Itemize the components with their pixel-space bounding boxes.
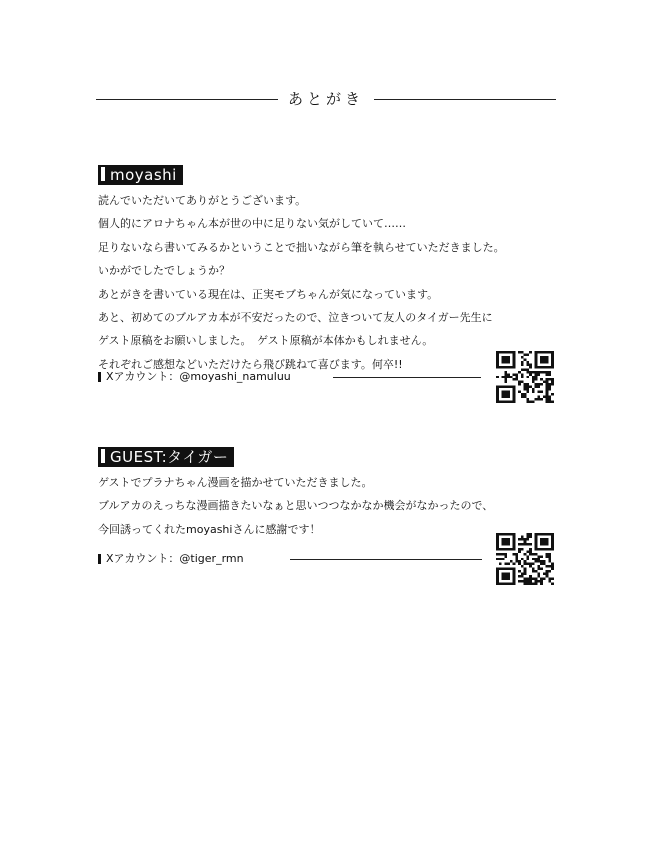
message-line: 個人的にアロナちゃん本が世の中に足りない気がしていて……: [98, 217, 406, 231]
header-rule-right: [374, 99, 556, 100]
message-text: [98, 471, 558, 541]
account-row: [98, 369, 488, 385]
account-handle: Xアカウント：@tiger_rmn: [106, 552, 244, 565]
account-handle: Xアカウント：@moyashi_namuluu: [106, 370, 291, 383]
message-line: 足りないなら書いてみるかということで拙いながら筆を執らせていただきました。: [98, 240, 505, 254]
author-label: [98, 447, 234, 467]
account-rule: [333, 377, 481, 378]
account-bullet-icon: [98, 554, 101, 564]
page-title: あとがき: [287, 90, 364, 108]
account-row: [98, 551, 488, 567]
author-label: [98, 165, 183, 185]
message-line: ブルアカのえっちな漫画描きたいなぁと思いつつなかなか機会がなかったので、: [98, 499, 494, 513]
author-section-moyashi: [98, 165, 558, 405]
account-rule: [290, 559, 482, 560]
author-name: moyashi: [110, 166, 177, 184]
label-bar-icon: [101, 167, 105, 181]
author-section-guest: [98, 447, 558, 587]
label-bar-icon: [101, 449, 105, 463]
message-line: あとがきを書いている現在は、正実モブちゃんが気になっています。: [98, 287, 439, 301]
author-name: GUEST:タイガー: [110, 448, 229, 466]
qr-code-icon: [496, 351, 554, 403]
account-bullet-icon: [98, 372, 101, 382]
qr-code-icon: [496, 533, 554, 585]
page-header: [96, 84, 556, 114]
message-line: 読んでいただいてありがとうございます。: [98, 194, 307, 207]
message-line: ゲストでプラナちゃん漫画を描かせていただきました。: [98, 476, 373, 489]
message-text: [98, 189, 558, 376]
message-line: ゲスト原稿をお願いしました。 ゲスト原稿が本体かもしれません。: [98, 334, 434, 348]
message-line: いかがでしたでしょうか？: [98, 264, 230, 278]
message-line: 今回誘ってくれたmoyashiさんに感謝です！: [98, 522, 321, 536]
message-line: あと、初めてのブルアカ本が不安だったので、泣きついて友人のタイガー先生に: [98, 311, 493, 325]
message-line: それぞれご感想などいただけたら飛び跳ねて喜びます。何卒!!: [98, 357, 403, 371]
